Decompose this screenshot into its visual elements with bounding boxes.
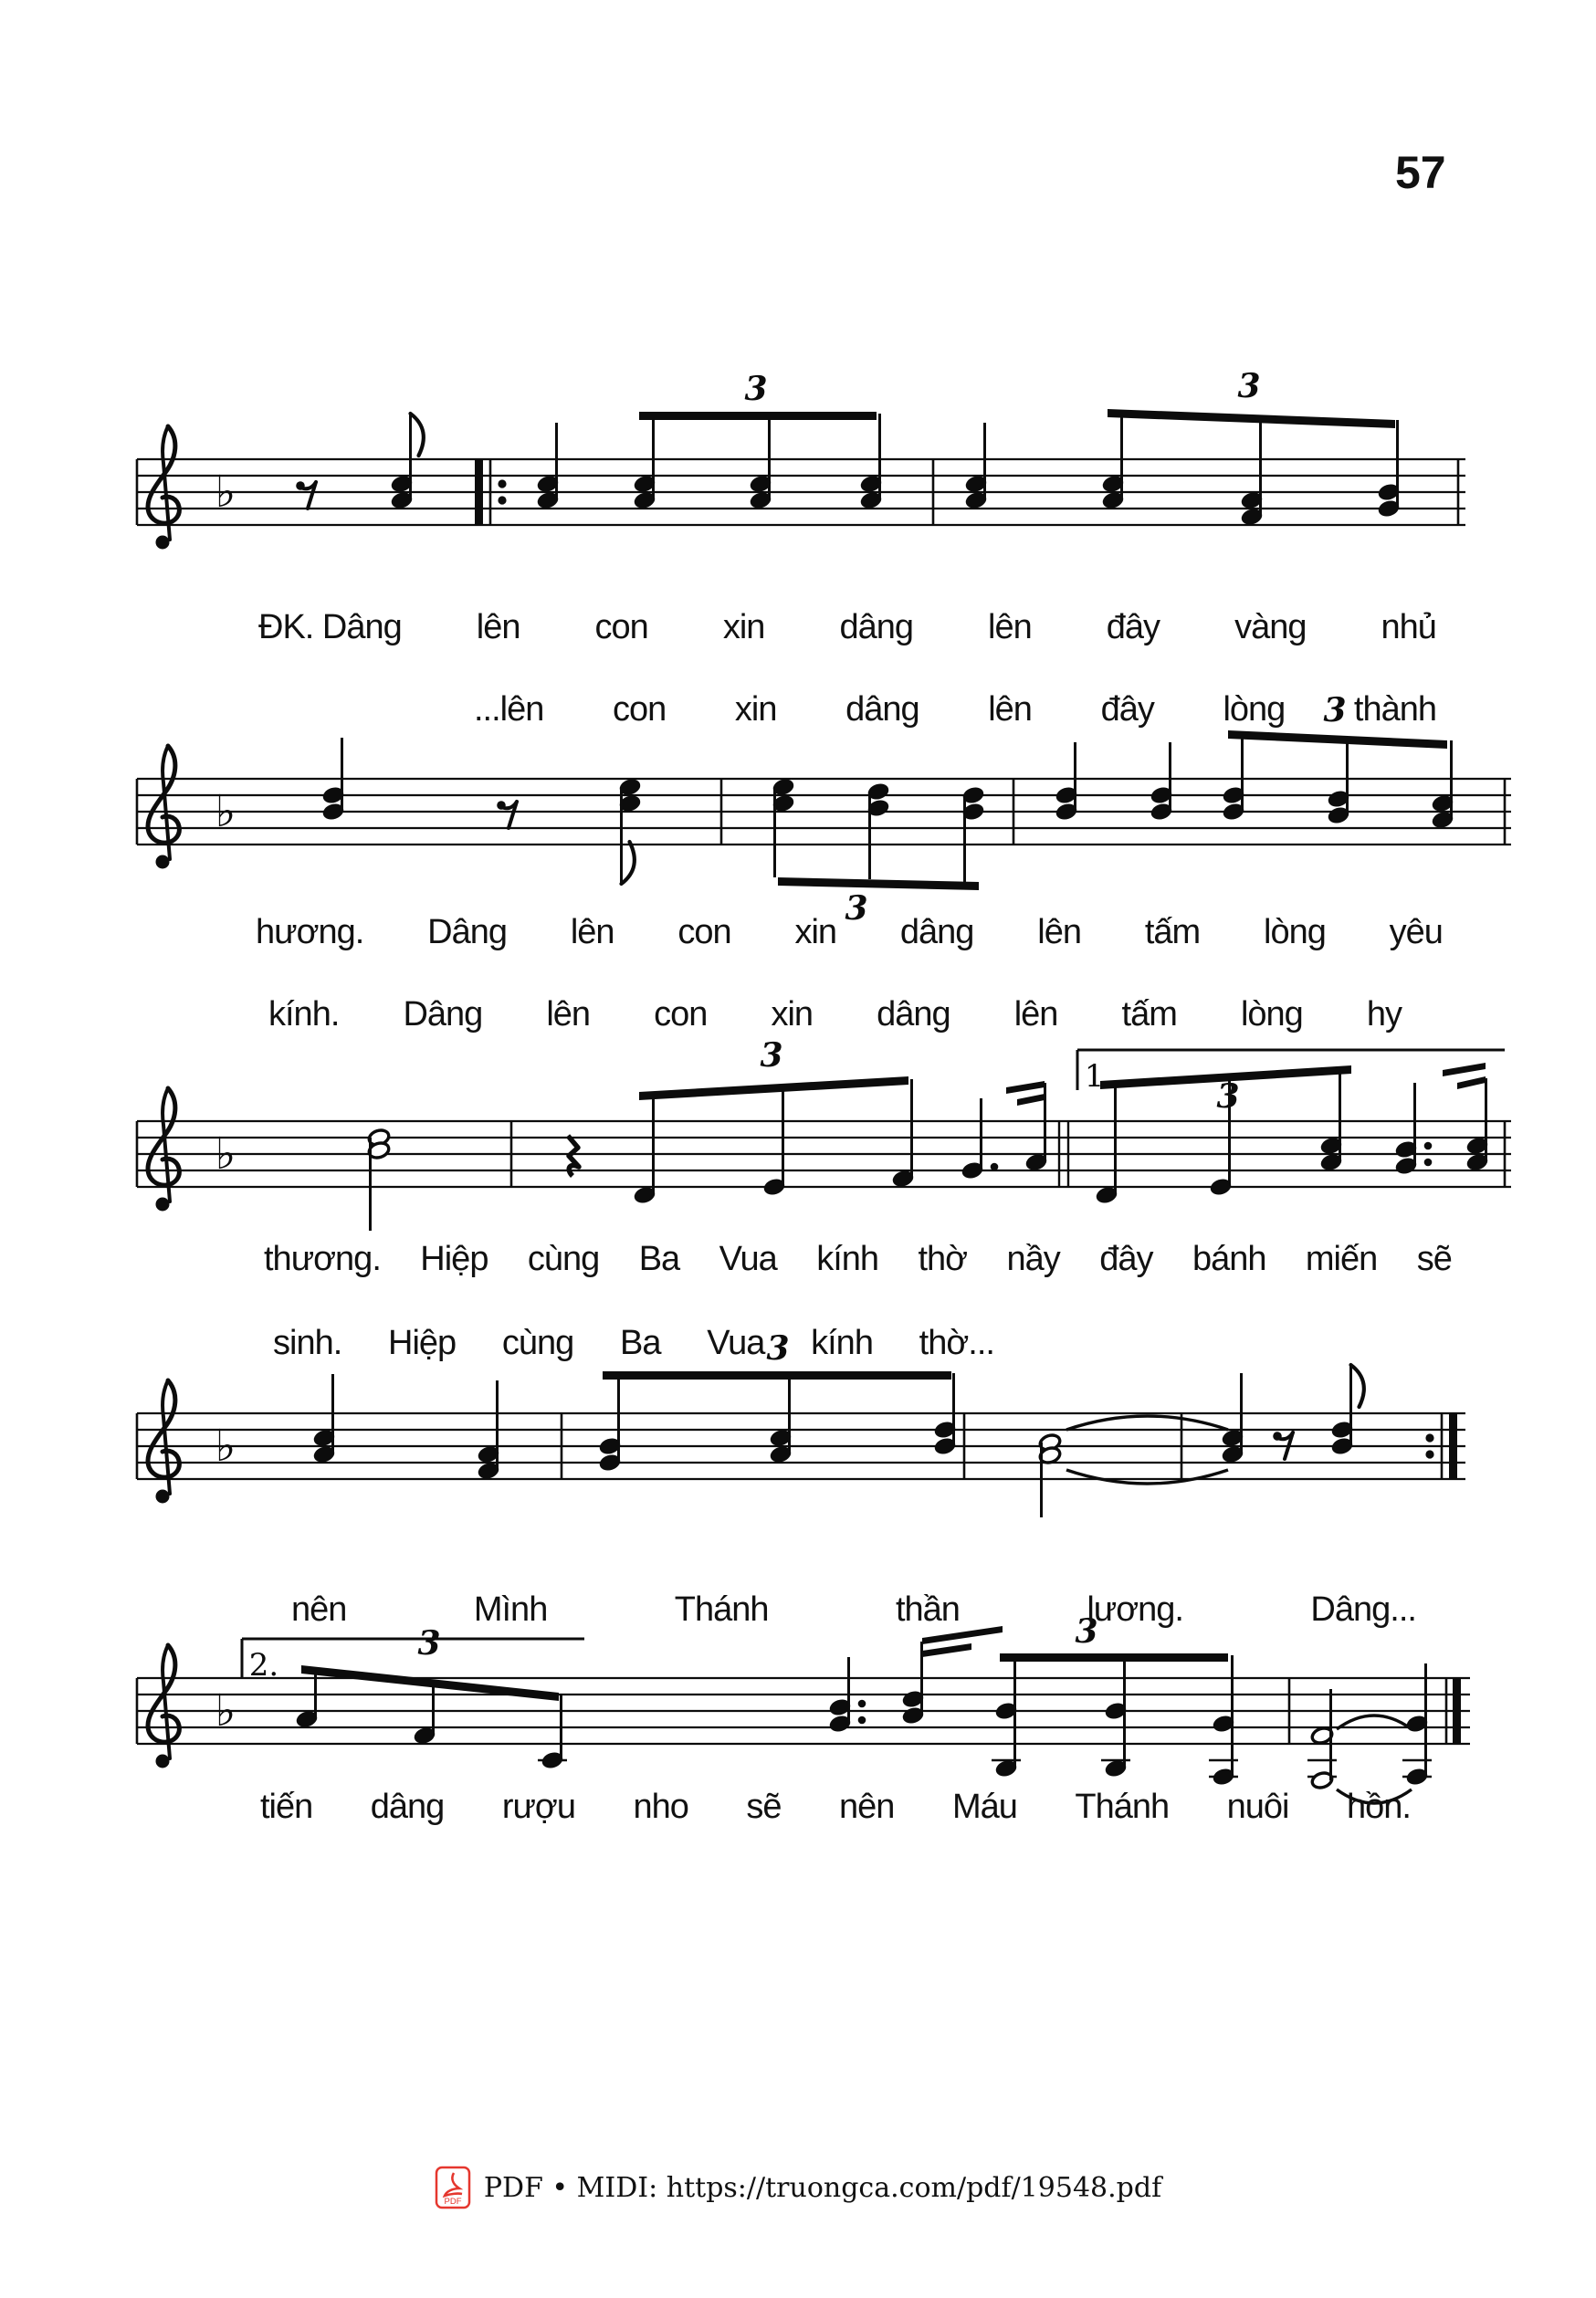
- lyric-word: nuôi: [1226, 1788, 1289, 1826]
- footer-link[interactable]: PDF • MIDI: https://truongca.com/pdf/19548.pdf: [483, 2171, 1162, 2204]
- lyric-word: xin: [771, 995, 814, 1034]
- lyric-word: tiến: [260, 1788, 313, 1826]
- lyric-line-4: [268, 993, 1402, 1037]
- lyric-word: đây: [1100, 690, 1154, 729]
- lyric-word: thần: [895, 1590, 960, 1629]
- flat-sign: ♭: [215, 1421, 236, 1472]
- lyric-word: dâng: [370, 1788, 445, 1826]
- lyric-word: thành: [1353, 690, 1436, 729]
- volta-label: 2.: [248, 1647, 279, 1684]
- augmentation-dot: [858, 1700, 866, 1708]
- lyric-word: dâng: [839, 608, 913, 646]
- tie: [1066, 1470, 1228, 1484]
- footer: [0, 2166, 1596, 2209]
- lyric-line-1: [258, 606, 1436, 650]
- lyric-line-7: [291, 1589, 1416, 1632]
- lyric-word: thờ: [918, 1240, 968, 1278]
- volta-label: 1.: [1084, 1058, 1115, 1095]
- eighth-flag: [1351, 1365, 1364, 1407]
- lyric-word: sinh.: [273, 1324, 342, 1362]
- lyric-word: cùng: [501, 1324, 574, 1362]
- lyric-word: con: [594, 608, 648, 646]
- lyric-word: Dâng: [427, 913, 507, 951]
- lyric-word: dâng: [845, 690, 919, 729]
- beam-fragment: [1017, 1094, 1045, 1106]
- lyric-word: tấm: [1144, 913, 1201, 951]
- augmentation-dot: [1424, 1159, 1433, 1167]
- lyric-word: lòng: [1223, 690, 1286, 729]
- repeat-dot: [1425, 1433, 1433, 1442]
- begin-repeat: [475, 459, 483, 525]
- lyric-word: Thánh: [1075, 1788, 1170, 1826]
- lyric-word: yêu: [1389, 913, 1443, 951]
- lyric-word: lên: [988, 690, 1032, 729]
- lyric-word: lương.: [1087, 1590, 1183, 1629]
- lyric-word: kính: [816, 1240, 879, 1278]
- lyric-word: thờ...: [919, 1324, 994, 1362]
- triplet-number: 3: [1216, 1077, 1240, 1116]
- lyric-word: ...lên: [474, 690, 544, 729]
- triplet-number: 3: [760, 1036, 783, 1075]
- beam: [301, 1665, 559, 1701]
- lyric-word: xin: [734, 690, 777, 729]
- lyric-word: nầy: [1006, 1240, 1060, 1278]
- beam: [778, 877, 979, 890]
- lyric-word: lên: [546, 995, 591, 1034]
- treble-clef-icon: [156, 855, 170, 869]
- flat-sign: ♭: [215, 467, 236, 518]
- lyric-word: tấm: [1121, 995, 1177, 1034]
- lyric-word: con: [677, 913, 731, 951]
- end-repeat: [1449, 1413, 1457, 1479]
- triplet-number: 3: [766, 1329, 790, 1368]
- lyric-word: nho: [633, 1788, 688, 1826]
- beam: [639, 412, 877, 420]
- lyric-word: kính.: [268, 995, 340, 1034]
- lyric-word: dâng: [899, 913, 974, 951]
- final-barline: [1453, 1678, 1461, 1744]
- triplet-number: 3: [845, 889, 868, 928]
- beam-fragment: [1443, 1063, 1486, 1076]
- lyric-word: Hiệp: [388, 1324, 457, 1362]
- page-number: 57: [1395, 147, 1446, 198]
- lyric-word: dâng: [877, 995, 950, 1034]
- triplet-number: 3: [1323, 691, 1347, 729]
- lyric-word: lên: [1037, 913, 1081, 951]
- lyric-word: đây: [1106, 608, 1160, 646]
- pdf-file-icon[interactable]: [435, 2166, 471, 2209]
- lyric-line-5: [264, 1238, 1452, 1282]
- treble-clef-icon: [156, 1755, 170, 1768]
- lyric-word: miến: [1305, 1240, 1378, 1278]
- lyric-word: con: [654, 995, 708, 1034]
- repeat-dot: [498, 479, 506, 488]
- triplet-number: 3: [417, 1624, 441, 1663]
- lyric-line-3: [256, 911, 1443, 955]
- lyric-word: nhủ: [1381, 608, 1436, 646]
- lyric-word: con: [613, 690, 667, 729]
- treble-clef-icon: [156, 1490, 170, 1504]
- augmentation-dot: [858, 1716, 866, 1725]
- beam-fragment: [1457, 1076, 1486, 1089]
- triplet-number: 3: [1075, 1612, 1098, 1651]
- lyric-word: hồn.: [1346, 1788, 1411, 1826]
- pdf-icon-label: PDF: [444, 2197, 462, 2207]
- lyric-word: lòng: [1264, 913, 1326, 951]
- beam: [1108, 409, 1395, 428]
- beam: [1228, 730, 1447, 749]
- treble-clef-icon: [156, 536, 170, 550]
- augmentation-dot: [991, 1163, 999, 1171]
- lyric-word: Mình: [473, 1590, 548, 1629]
- eighth-flag: [622, 842, 635, 884]
- lyric-word: ĐK. Dâng: [258, 608, 402, 646]
- beam-fragment: [1006, 1081, 1045, 1094]
- beam: [1000, 1653, 1228, 1662]
- repeat-dot: [498, 496, 506, 504]
- beam-fragment: [922, 1643, 971, 1657]
- lyric-word: xin: [722, 608, 765, 646]
- lyric-word: rượu: [501, 1788, 575, 1826]
- eighth-flag: [411, 414, 424, 456]
- lyric-word: Vua: [719, 1240, 777, 1278]
- augmentation-dot: [1424, 1142, 1433, 1150]
- lyric-word: kính: [811, 1324, 873, 1362]
- lyric-word: bánh: [1192, 1240, 1266, 1278]
- lyric-word: lên: [988, 608, 1032, 646]
- lyric-word: Vua: [707, 1324, 765, 1362]
- lyric-word: nên: [839, 1788, 895, 1826]
- triplet-number: 3: [1237, 367, 1261, 405]
- lyric-word: sẽ: [1416, 1240, 1452, 1278]
- flat-sign: ♭: [215, 786, 236, 837]
- beam: [603, 1371, 951, 1380]
- lyric-word: Dâng: [403, 995, 483, 1034]
- lyric-word: Hiệp: [420, 1240, 488, 1278]
- lyric-line-2: [474, 688, 1436, 732]
- lyric-word: lên: [570, 913, 614, 951]
- repeat-dot: [1425, 1450, 1433, 1458]
- lyric-word: đây: [1099, 1240, 1153, 1278]
- lyric-word: nên: [291, 1590, 347, 1629]
- lyric-word: Ba: [638, 1240, 680, 1278]
- flat-sign: ♭: [215, 1685, 236, 1737]
- lyric-word: hương.: [256, 913, 364, 951]
- lyric-word: lên: [1013, 995, 1058, 1034]
- lyric-word: Máu: [951, 1788, 1017, 1826]
- beam: [639, 1076, 908, 1100]
- flat-sign: ♭: [215, 1128, 236, 1180]
- lyric-word: lên: [476, 608, 520, 646]
- lyric-word: cùng: [527, 1240, 600, 1278]
- triplet-number: 3: [744, 370, 768, 408]
- lyric-line-8: [260, 1786, 1411, 1830]
- lyric-word: Thánh: [674, 1590, 769, 1629]
- lyric-word: Dâng...: [1310, 1590, 1416, 1629]
- lyric-word: sẽ: [746, 1788, 782, 1826]
- lyric-word: Ba: [620, 1324, 661, 1362]
- lyric-word: hy: [1366, 995, 1402, 1034]
- lyric-word: vàng: [1234, 608, 1307, 646]
- tie: [1066, 1416, 1228, 1430]
- treble-clef-icon: [156, 1198, 170, 1212]
- lyric-word: thương.: [264, 1240, 381, 1278]
- lyric-word: xin: [794, 913, 837, 951]
- lyric-word: lòng: [1240, 995, 1303, 1034]
- lyric-line-6: [273, 1322, 994, 1366]
